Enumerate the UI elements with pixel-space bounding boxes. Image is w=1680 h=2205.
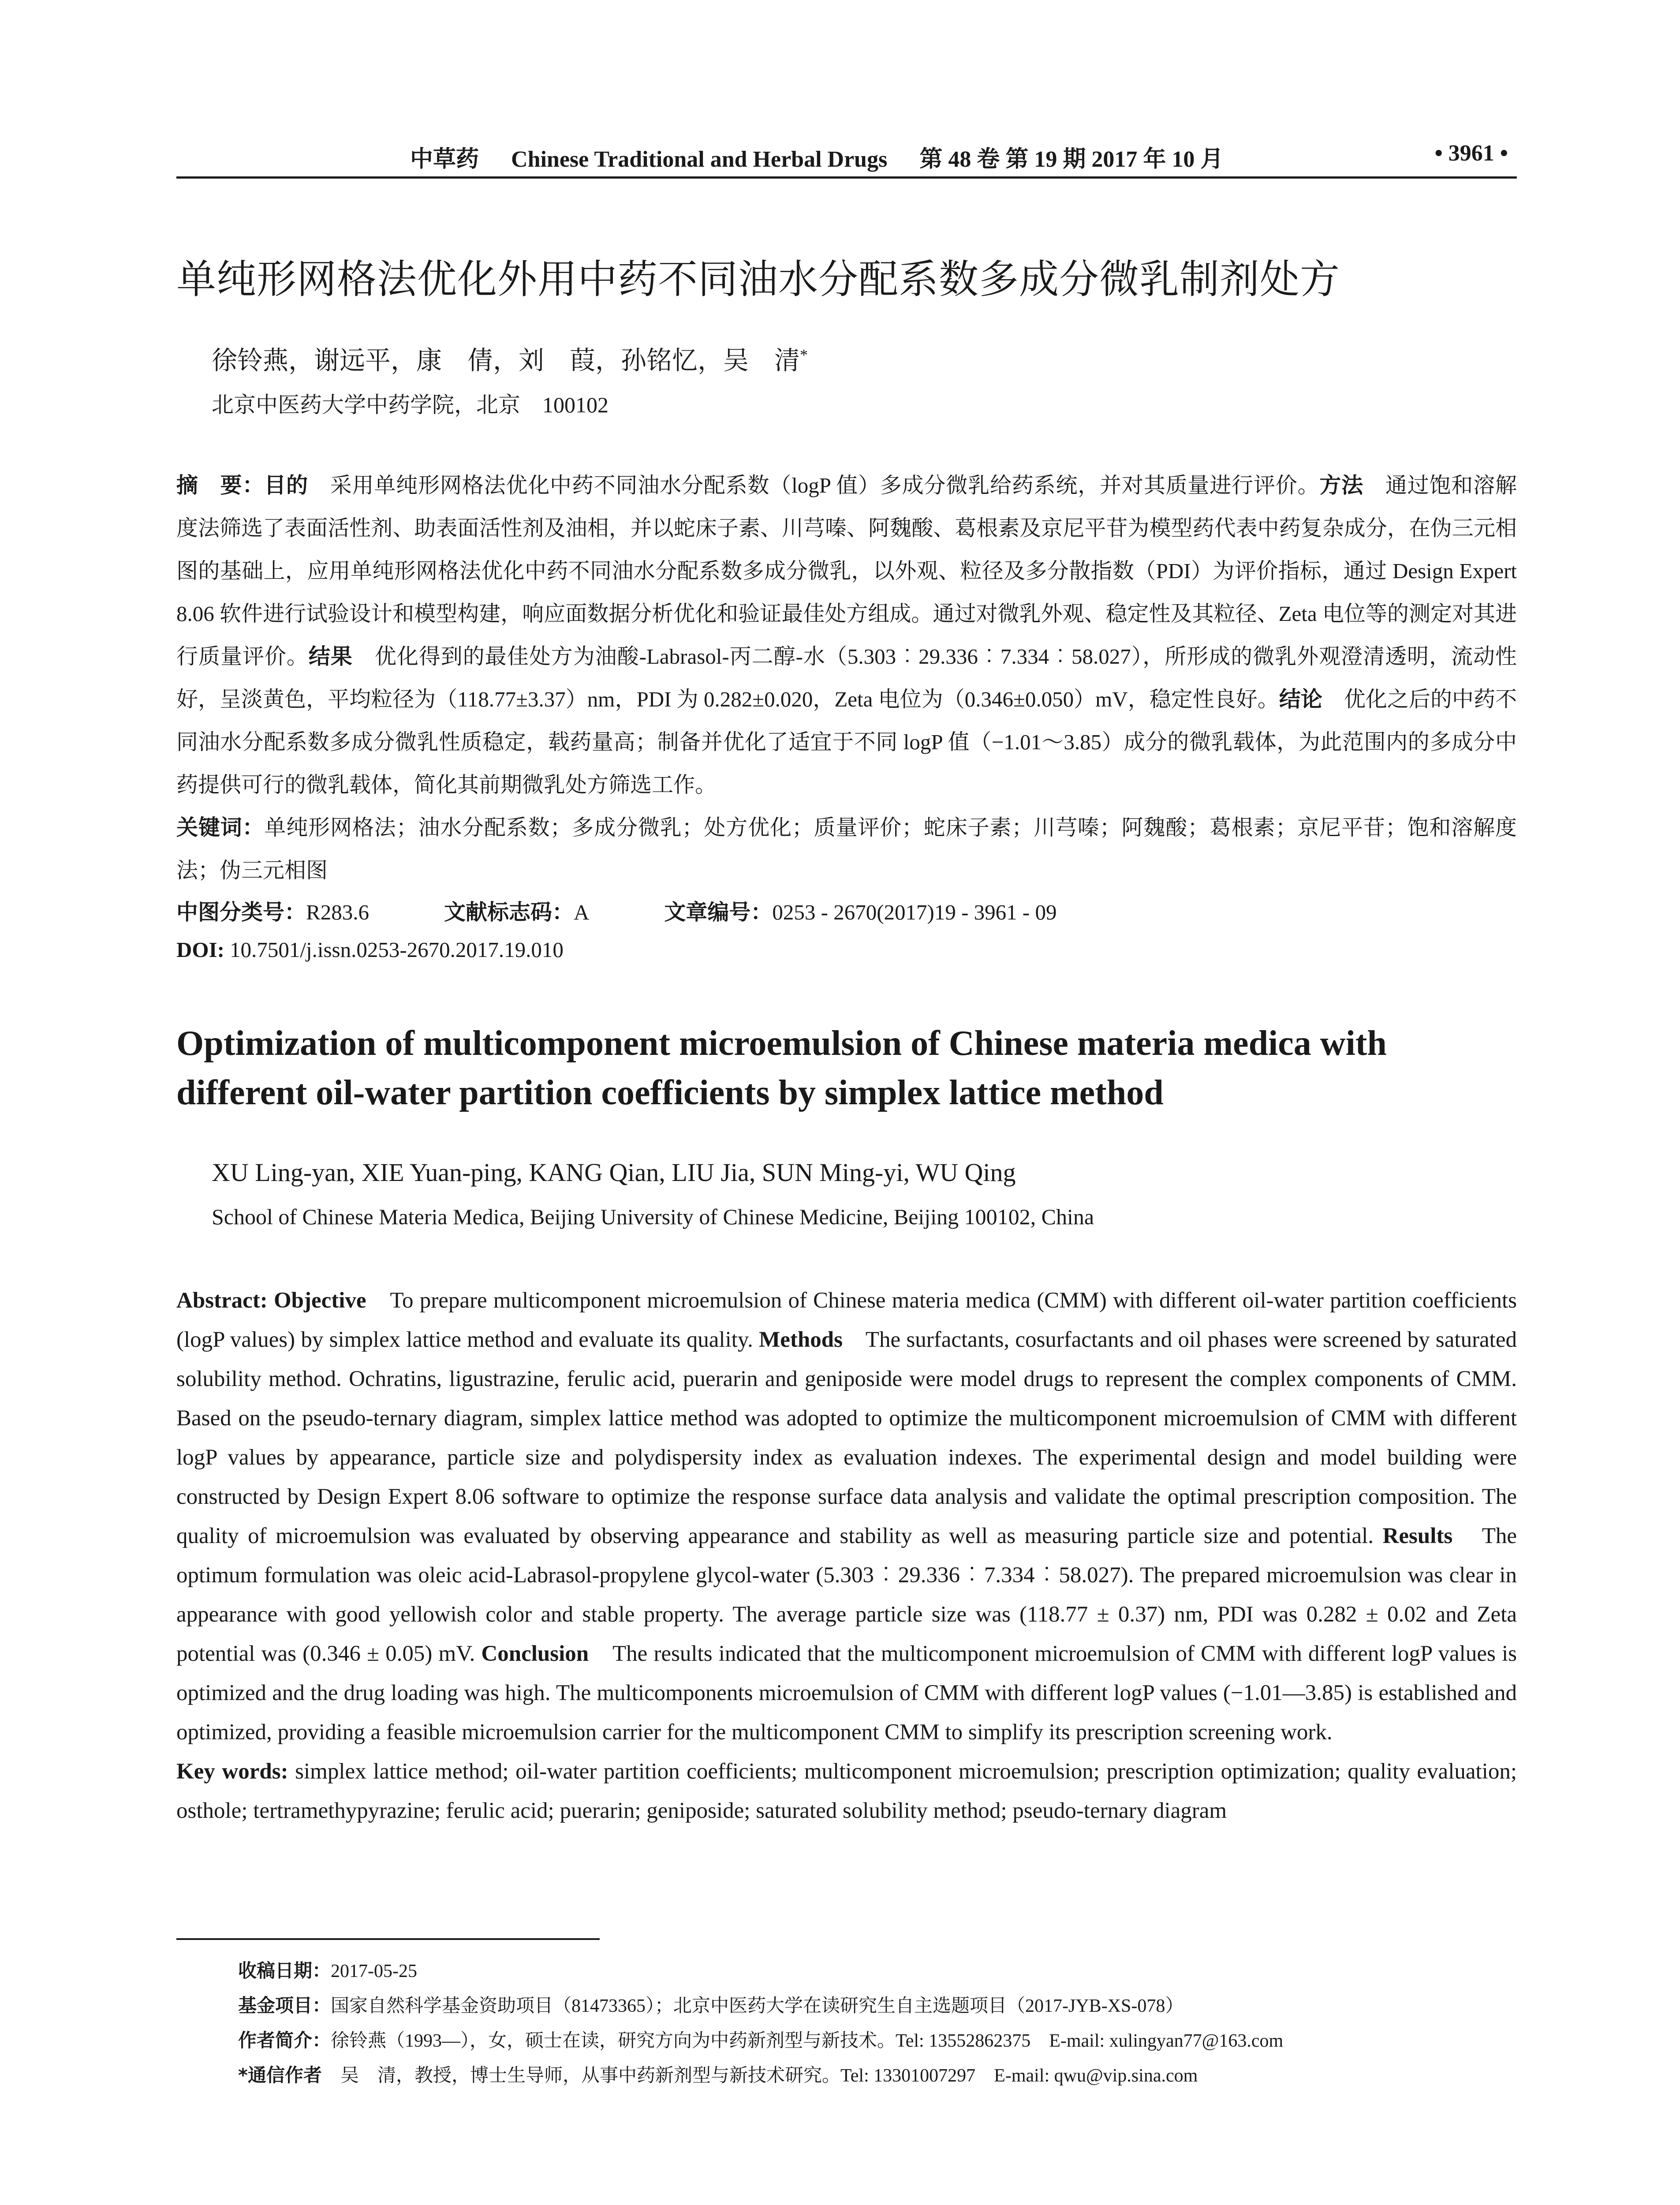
en-keywords bbox=[176, 1752, 1517, 1831]
footnotes bbox=[238, 1954, 1517, 2093]
classification-line bbox=[176, 895, 1057, 926]
en-objective-text: To prepare multicomponent microemulsion of Chinese materia medica (CMM) with different oil-water partition coefficients (logP values) by simplex lattice method and evaluate its quality. bbox=[176, 1288, 1517, 1352]
footnote-fund bbox=[238, 1988, 1517, 2023]
cn-conclusion-text: 优化之后的中药不同油水分配系数多成分微乳性质稳定，载药量高；制备并优化了适宜于不同 logP 值（−1.01～3.85）成分的微乳载体，为此范围内的多成分中药提供可行的微乳载体，简化其前期微乳处方筛选工作。 bbox=[176, 687, 1517, 797]
en-conclusion-label: Conclusion bbox=[481, 1641, 589, 1666]
cn-results-label: 结果 bbox=[308, 644, 353, 669]
received-label: 收稿日期： bbox=[238, 1960, 331, 1981]
en-abstract-label: Abstract: Objective bbox=[176, 1288, 366, 1313]
footnote-rule bbox=[176, 1938, 600, 1940]
en-authors: XU Ling-yan, XIE Yuan-ping, KANG Qian, LIU Jia, SUN Ming-yi, WU Qing bbox=[212, 1158, 1016, 1187]
cn-abstract-body bbox=[176, 464, 1517, 806]
bio-label: 作者简介： bbox=[238, 2029, 331, 2051]
en-methods-text: The surfactants, cosurfactants and oil phases were screened by saturated solubility method. Ochratins, ligustrazine, ferulic acid, puerarin and geniposide were model drugs to represent the complex components of CMM. Based on the pseudo-ternary diagram, simplex lattice method was adopted to optimize the multicomponent microemulsion of CMM with different logP values by appearance, particle size and polydispersity index as evaluation indexes. The experimental design and model building were constructed by Design Expert 8.06 software to optimize the response surface data analysis and validate the optimal prescription composition. The quality of microemulsion was evaluated by observing appearance and stability as well as measuring particle size and potential. bbox=[176, 1327, 1517, 1548]
footnote-bio bbox=[238, 2023, 1517, 2058]
article-label: 文章编号： bbox=[664, 900, 773, 925]
en-affiliation: School of Chinese Materia Medica, Beijing University of Chinese Medicine, Beijing 100102, China bbox=[212, 1204, 1094, 1229]
cn-keywords bbox=[176, 806, 1517, 892]
cn-methods-text: 通过饱和溶解度法筛选了表面活性剂、助表面活性剂及油相，并以蛇床子素、川芎嗪、阿魏酸、葛根素及京尼平苷为模型药代表中药复杂成分，在伪三元相图的基础上，应用单纯形网格法优化中药不同油水分配系数多成分微乳，以外观、粒径及多分散指数（PDI）为评价指标，通过 Design Expert 8.06 软件进行试验设计和模型构建，响应面数据分析优化和验证最佳处方组成。通过对微乳外观、稳定性及其粒径、Zeta 电位等的测定对其进行质量评价。 bbox=[176, 473, 1517, 669]
en-methods-label: Methods bbox=[759, 1327, 843, 1352]
header-center bbox=[410, 140, 1223, 173]
journal-name: Chinese Traditional and Herbal Drugs bbox=[511, 147, 888, 172]
doi-label: DOI: bbox=[176, 938, 224, 962]
cn-methods-label: 方法 bbox=[1319, 473, 1363, 498]
received-value: 2017-05-25 bbox=[331, 1961, 417, 1981]
en-abstract-body bbox=[176, 1281, 1517, 1752]
bio-value: 徐铃燕（1993—），女，硕士在读，研究方向为中药新剂型与新技术。Tel: 13552862375 E-mail: xulingyan77@163.com bbox=[331, 2031, 1284, 2051]
doccode-value: A bbox=[573, 900, 590, 924]
en-title: Optimization of multicomponent microemulsion of Chinese materia medica with different oil-water partition coefficients by simplex lattice method bbox=[176, 1024, 1387, 1112]
cn-keywords-label: 关键词： bbox=[176, 815, 265, 840]
article-value: 0253 - 2670(2017)19 - 3961 - 09 bbox=[772, 900, 1057, 924]
header-rule bbox=[176, 176, 1517, 179]
cn-title: 单纯形网格法优化外用中药不同油水分配系数多成分微乳制剂处方 bbox=[176, 256, 1340, 303]
cn-results-text: 优化得到的最佳处方为油酸-Labrasol-丙二醇-水（5.303︰29.336︰7.334︰58.027），所形成的微乳外观澄清透明，流动性好，呈淡黄色，平均粒径为（118.77±3.37）nm，PDI 为 0.282±0.020，Zeta 电位为（0.346±0.050）mV，稳定性良好。 bbox=[176, 644, 1517, 711]
footnote-received bbox=[238, 1954, 1517, 1988]
en-results-text: The optimum formulation was oleic acid-Labrasol-propylene glycol-water (5.303︰29.336︰7.334︰58.027). The prepared microemulsion was clear in appearance with good yellowish color and stable property. The average particle size was (118.77 ± 0.37) nm, PDI was 0.282 ± 0.02 and Zeta potential was (0.346 ± 0.05) mV. bbox=[176, 1524, 1517, 1666]
corr-value: 吴 清，教授，博士生导师，从事中药新剂型与新技术研究。Tel: 13301007297 E-mail: qwu@vip.sina.com bbox=[321, 2066, 1198, 2086]
fund-value: 国家自然科学基金资助项目（81473365）；北京中医药大学在读研究生自主选题项目（2017-JYB-XS-078） bbox=[331, 1996, 1184, 2016]
en-conclusion-text: The results indicated that the multicomponent microemulsion of CMM with different logP values is optimized and the drug loading was high. The multicomponents microemulsion of CMM with different logP values (−1.01—3.85) is established and optimized, providing a feasible microemulsion carrier for the multicomponent CMM to simplify its prescription screening work. bbox=[176, 1641, 1517, 1745]
cn-author-list: 徐铃燕，谢远平，康 倩，刘 葭，孙铭忆，吴 清 bbox=[212, 346, 800, 375]
clc-label: 中图分类号： bbox=[176, 900, 306, 925]
journal-brand: 中草药 bbox=[410, 147, 479, 172]
corresponding-mark: * bbox=[800, 346, 808, 364]
cn-objective-text: 采用单纯形网格法优化中药不同油水分配系数（logP 值）多成分微乳给药系统，并对其质量进行评价。 bbox=[308, 473, 1320, 497]
en-results-label: Results bbox=[1382, 1524, 1453, 1548]
running-header bbox=[176, 140, 1517, 176]
issue-info: 第 48 卷 第 19 期 2017 年 10 月 bbox=[919, 147, 1224, 172]
cn-conclusion-label: 结论 bbox=[1279, 687, 1322, 712]
cn-keywords-text: 单纯形网格法；油水分配系数；多成分微乳；处方优化；质量评价；蛇床子素；川芎嗪；阿魏酸；葛根素；京尼平苷；饱和溶解度法；伪三元相图 bbox=[176, 815, 1517, 882]
corr-label: *通信作者 bbox=[238, 2064, 322, 2086]
en-keywords-label: Key words: bbox=[176, 1759, 288, 1784]
cn-objective-label: 目的 bbox=[264, 473, 308, 498]
doi-value: 10.7501/j.issn.0253-2670.2017.19.010 bbox=[224, 938, 564, 962]
cn-affiliation: 北京中医药大学中药学院，北京 100102 bbox=[212, 392, 609, 417]
clc-value: R283.6 bbox=[306, 900, 369, 924]
doccode-label: 文献标志码： bbox=[444, 900, 574, 925]
page-number: • 3961 • bbox=[1434, 141, 1508, 166]
cn-abstract bbox=[176, 464, 1517, 892]
footnote-corresponding bbox=[238, 2058, 1517, 2093]
cn-abstract-label: 摘 要： bbox=[176, 473, 265, 498]
en-keywords-text: simplex lattice method; oil-water partition coefficients; multicomponent microemulsion; prescription optimization; quality evaluation; osthole; tertramethypyrazine; ferulic acid; puerarin; geniposide; saturated solubility method; pseudo-ternary diagram bbox=[176, 1759, 1517, 1823]
fund-label: 基金项目： bbox=[238, 1995, 331, 2016]
en-abstract bbox=[176, 1281, 1517, 1831]
cn-authors bbox=[212, 340, 808, 377]
doi-line bbox=[176, 937, 564, 962]
